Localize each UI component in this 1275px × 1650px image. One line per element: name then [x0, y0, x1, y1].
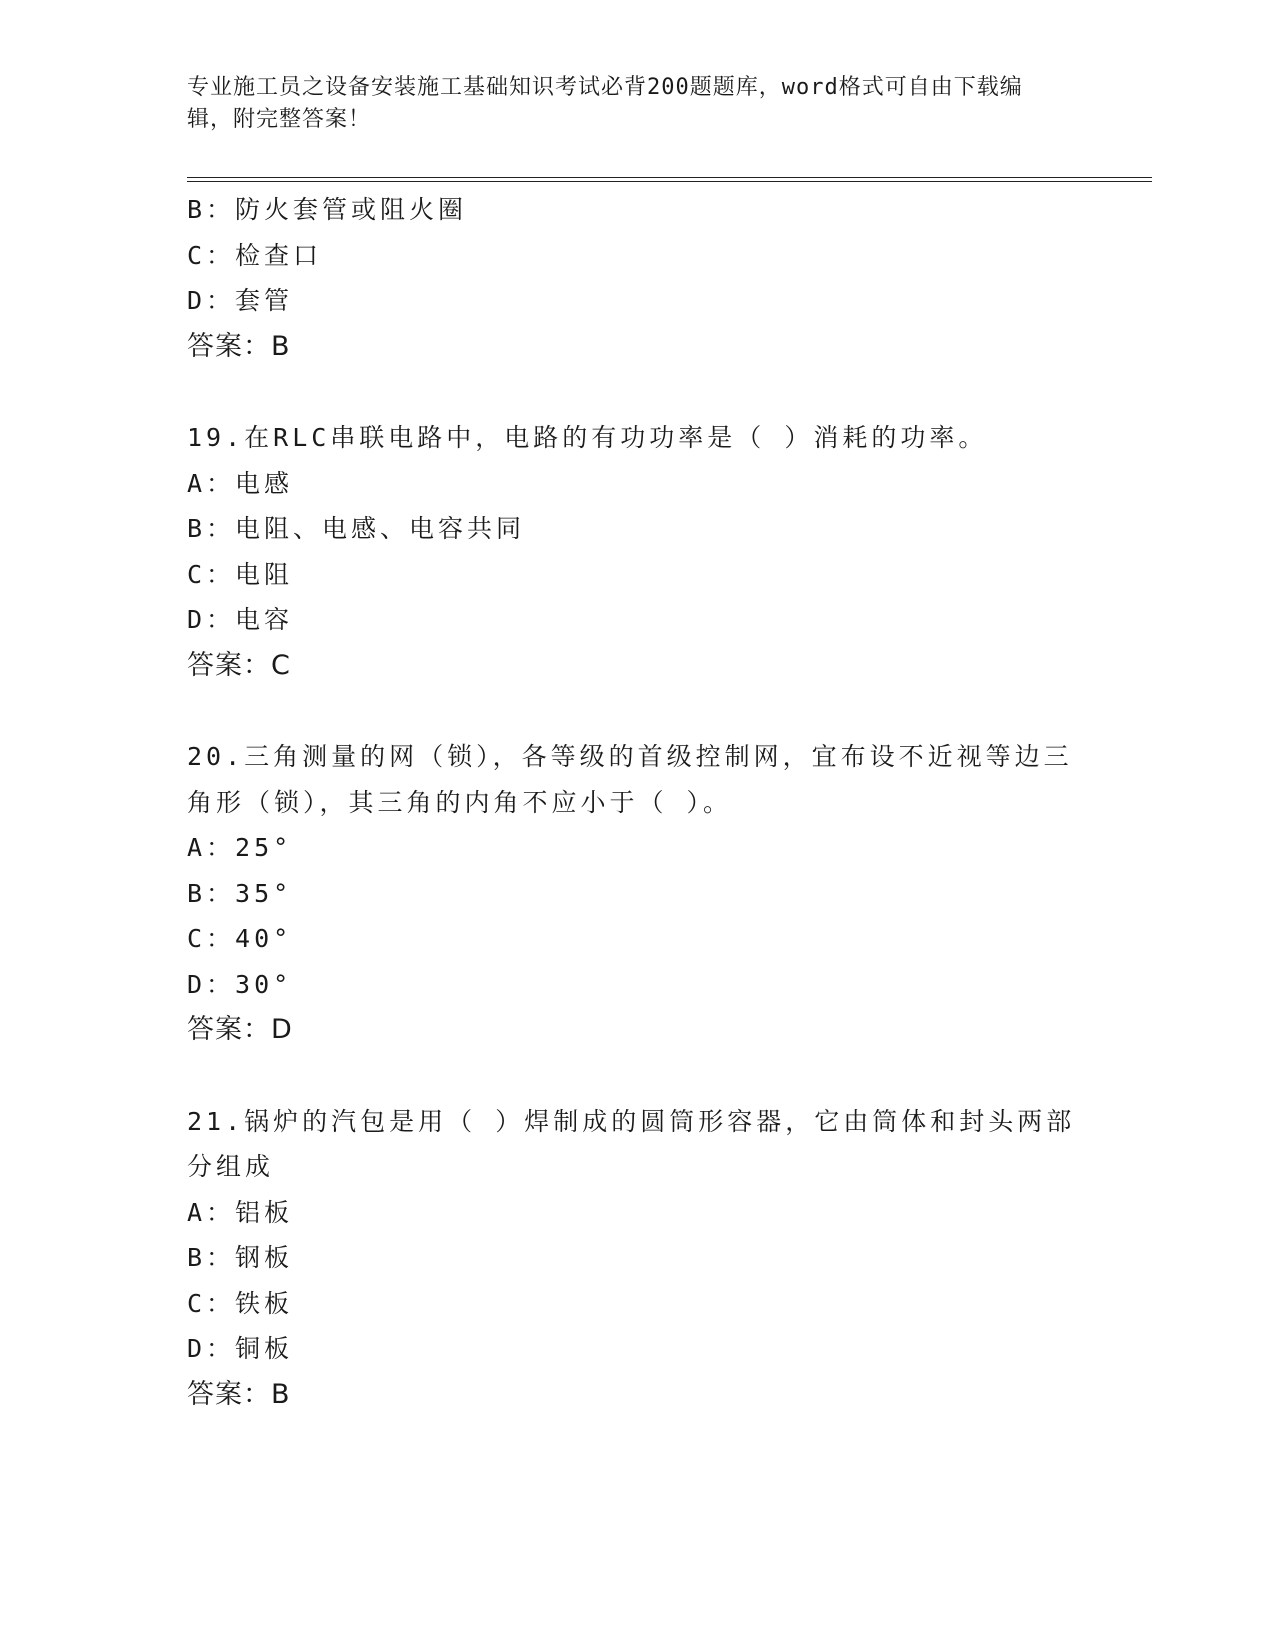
document-header: 专业施工员之设备安装施工基础知识考试必背200题题库，word格式可自由下载编辑，附完整答案！ — [187, 75, 1023, 132]
question-stem-line-1: 20.三角测量的网（锁），各等级的首级控制网，宜布设不近视等边三 — [187, 742, 1073, 771]
option-d: D：铜板 — [187, 1334, 294, 1363]
question-19 — [187, 415, 1087, 688]
answer-line: 答案：B — [187, 330, 291, 362]
option-d: D：电容 — [187, 605, 294, 634]
option-b: B：电阻、电感、电容共同 — [187, 514, 526, 543]
question-stem-line-1: 21.锅炉的汽包是用（ ）焊制成的圆筒形容器，它由筒体和封头两部 — [187, 1106, 1076, 1136]
header-divider-top — [187, 177, 1152, 178]
header-divider-bottom — [187, 181, 1152, 182]
question-18-fragment — [187, 187, 1087, 369]
question-stem-line-2: 角形（锁），其三角的内角不应小于（ ）。 — [187, 787, 733, 817]
option-d: D：30° — [187, 969, 293, 999]
option-c: C：40° — [187, 924, 293, 953]
answer-line: 答案：C — [187, 649, 291, 681]
option-b: B：防火套管或阻火圈 — [187, 195, 468, 224]
answer-line: 答案：B — [187, 1378, 291, 1410]
option-b: B：35° — [187, 878, 293, 908]
option-c: C：铁板 — [187, 1288, 294, 1318]
option-a: A：电感 — [187, 468, 294, 498]
option-c: C：电阻 — [187, 559, 294, 589]
answer-line: 答案：D — [187, 1014, 293, 1045]
spacer — [187, 1053, 1087, 1099]
option-a: A：铝板 — [187, 1197, 294, 1227]
option-b: B：钢板 — [187, 1243, 294, 1272]
question-content — [187, 187, 1087, 1417]
question-21 — [187, 1099, 1087, 1418]
option-a: A：25° — [187, 833, 293, 862]
spacer — [187, 688, 1087, 734]
question-stem: 19.在RLC串联电路中，电路的有功功率是（ ）消耗的功率。 — [187, 423, 988, 452]
question-stem-line-2: 分组成 — [187, 1152, 275, 1181]
option-c: C：检查口 — [187, 240, 323, 270]
spacer — [187, 369, 1087, 415]
question-20 — [187, 734, 1087, 1053]
option-d: D：套管 — [187, 286, 294, 315]
